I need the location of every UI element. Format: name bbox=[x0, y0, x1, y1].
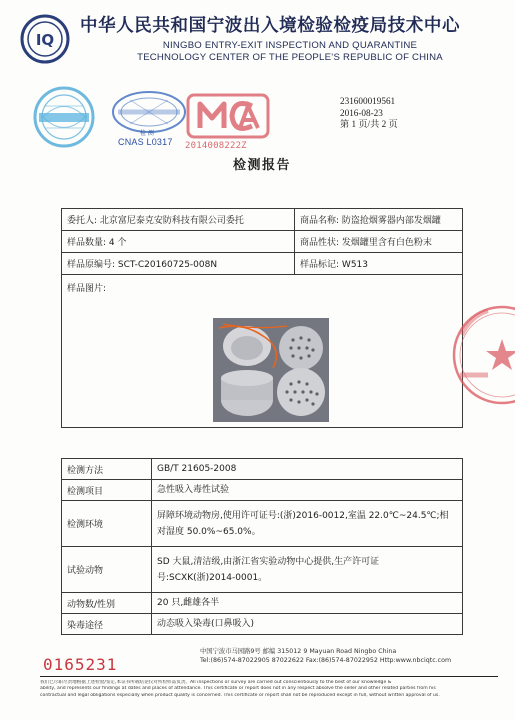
cnas-number: CNAS L0317 bbox=[118, 137, 173, 147]
mark-value: W513 bbox=[341, 260, 368, 270]
table-row bbox=[62, 209, 463, 231]
product-label: 商品名称: bbox=[300, 216, 340, 226]
disclaimer-line1: 我们已尽职尽责地根据上述检验/鉴定,本证书所载结论仅对所检样品负责。All inspections or survey are carried out conscientiously to the best of our knowledge & bbox=[40, 680, 392, 685]
footer-disclaimer bbox=[40, 680, 498, 699]
footer-contact-line: Tel:(86)574-87022905 87022622 Fax:(86)574-87022952 Http:www.nbciqtc.com bbox=[200, 657, 452, 664]
method-value: GB/T 21605-2008 bbox=[152, 459, 463, 480]
report-date: 2016-08-23 bbox=[340, 107, 383, 118]
count-key: 动物数/性别 bbox=[62, 593, 152, 614]
route-value: 动态吸入染毒(口鼻吸入) bbox=[152, 614, 463, 635]
product-value: 防盗抢烟雾器内部发烟罐 bbox=[341, 216, 441, 226]
client-label: 委托人: bbox=[67, 216, 98, 226]
table-row bbox=[62, 253, 463, 275]
cma-mark-icon bbox=[186, 92, 270, 140]
photo-label: 样品图片: bbox=[67, 284, 107, 294]
table-row bbox=[62, 459, 463, 480]
ciq-logo-icon bbox=[20, 14, 70, 64]
animal-key: 试验动物 bbox=[62, 547, 152, 593]
item-value: 急性吸入毒性试验 bbox=[152, 480, 463, 501]
table-row bbox=[62, 501, 463, 547]
mark-label: 样品标记: bbox=[300, 260, 340, 270]
report-number: 231600019561 bbox=[340, 96, 396, 106]
table-row bbox=[62, 231, 463, 253]
animal-value: SD 大鼠,清洁级,由浙江省实验动物中心提供,生产许可证号:SCXK(浙)2014-0001。 bbox=[152, 547, 463, 593]
cma-number: 2014008222Z bbox=[185, 141, 247, 151]
item-key: 检测项目 bbox=[62, 480, 152, 501]
client-value: 北京富尼泰克安防科技有限公司委托 bbox=[99, 216, 244, 226]
table-row bbox=[62, 480, 463, 501]
header-title-en-line2: TECHNOLOGY CENTER OF THE PEOPLE’S REPUBLIC OF CHINA bbox=[137, 52, 443, 63]
header-title-cn: 中华人民共和国宁波出入境检验检疫局技术中心 bbox=[80, 16, 461, 36]
table-row bbox=[62, 547, 463, 593]
environment-value: 屏障环境动物房,使用许可证号:(浙)2016-0012,室温 22.0℃~24.5℃;相对湿度 50.0%~65.0%。 bbox=[152, 501, 463, 547]
svg-text:IQ: IQ bbox=[35, 31, 55, 49]
report-page-count: 第 1 页/共 2 页 bbox=[340, 119, 398, 129]
client-cell bbox=[62, 209, 295, 231]
table-row bbox=[62, 614, 463, 635]
footer-address bbox=[200, 647, 500, 665]
route-key: 染毒途径 bbox=[62, 614, 152, 635]
cnas-sub-label: 检 测 bbox=[140, 130, 154, 137]
product-cell bbox=[295, 209, 463, 231]
count-value: 20 只,雌雄各半 bbox=[152, 593, 463, 614]
sample-photo bbox=[213, 318, 329, 422]
disclaimer-line3: contractual and legal obligations especially when product quality is concerned. This certificate or report shall not be reproduced except in full, without written approval of us. bbox=[40, 692, 440, 698]
disclaimer-line2: ability, and represents our findings at dates and places of attendance. This certificate or report does not in any respect absolve the seller and other related parties from his bbox=[40, 686, 436, 692]
official-seal-icon bbox=[440, 295, 515, 415]
test-info-table bbox=[61, 458, 463, 635]
orig-no-cell bbox=[62, 253, 295, 275]
header-title-en-line1: NINGBO ENTRY-EXIT INSPECTION AND QUARANTINE bbox=[162, 40, 418, 51]
property-cell bbox=[295, 231, 463, 253]
mark-cell bbox=[295, 253, 463, 275]
header-title-en bbox=[80, 40, 500, 64]
footer-address-line1: 中国宁波市马园路9号 邮编 315012 9 Mayuan Road Ningbo China bbox=[200, 648, 397, 655]
environment-key: 检测环境 bbox=[62, 501, 152, 547]
quantity-label: 样品数量: bbox=[67, 238, 107, 248]
report-serial-number: 0165231 bbox=[43, 655, 118, 674]
quantity-value: 4 个 bbox=[108, 238, 127, 248]
orig-no-label: 样品原编号: bbox=[67, 260, 116, 270]
property-value: 发烟罐里含有白色粉末 bbox=[341, 238, 432, 248]
orig-no-value: SCT-C20160725-008N bbox=[117, 260, 218, 270]
table-row bbox=[62, 593, 463, 614]
method-key: 检测方法 bbox=[62, 459, 152, 480]
footer-divider bbox=[40, 676, 498, 677]
quantity-cell bbox=[62, 231, 295, 253]
property-label: 商品性状: bbox=[300, 238, 340, 248]
ilac-mra-seal-icon bbox=[33, 86, 95, 148]
report-title: 检测报告 bbox=[233, 158, 292, 173]
report-meta bbox=[340, 96, 398, 131]
